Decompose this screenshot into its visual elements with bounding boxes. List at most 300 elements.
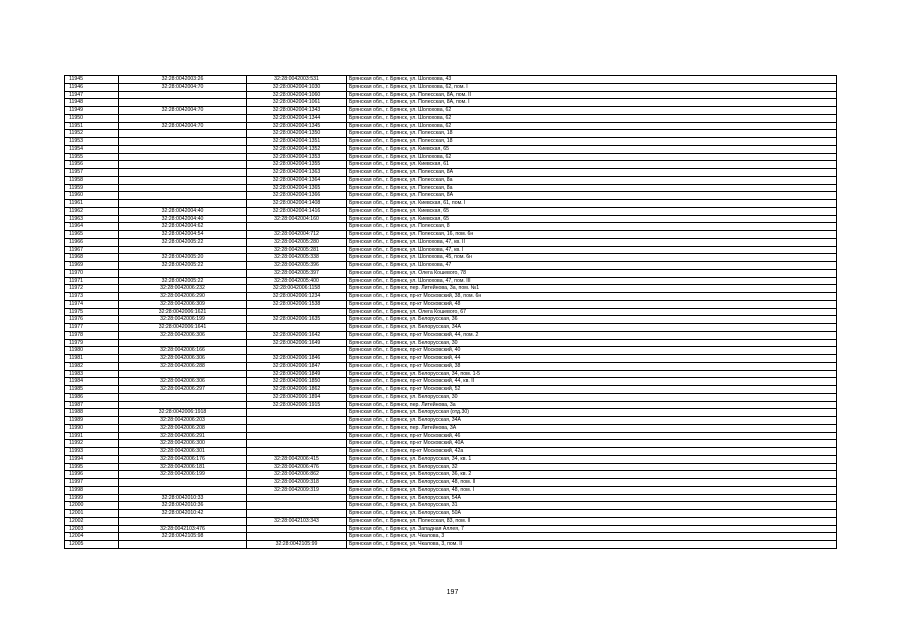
parcel-number-cell — [119, 91, 247, 99]
object-number-cell: 32:28:0042004:1351 — [247, 138, 347, 146]
table-row — [65, 238, 837, 246]
object-number-cell: 32:28:0042009:319 — [247, 486, 347, 494]
row-number-cell: 11978 — [65, 331, 119, 339]
object-number-cell: 32:28:0042004:1365 — [247, 184, 347, 192]
object-number-cell: 32:28:0042006:415 — [247, 455, 347, 463]
row-number-cell: 11973 — [65, 293, 119, 301]
address-cell: Брянская обл., г. Брянск, ул. Шолохова, 47 — [347, 262, 837, 270]
address-cell: Брянская обл., г. Брянск, ул. Полесская, 8А — [347, 192, 837, 200]
address-cell: Брянская обл., г. Брянск, пер. Литейнова, 3А — [347, 424, 837, 432]
table-row — [65, 107, 837, 115]
parcel-number-cell — [119, 269, 247, 277]
object-number-cell — [247, 494, 347, 502]
row-number-cell: 11946 — [65, 83, 119, 91]
object-number-cell: 32:28:0042004:1350 — [247, 130, 347, 138]
parcel-number-cell — [119, 246, 247, 254]
parcel-number-cell: 32:28:0042005:20 — [119, 254, 247, 262]
address-cell: Брянская обл., г. Брянск, ул. Белорусская, 34А — [347, 417, 837, 425]
address-cell: Брянская обл., г. Брянск, ул. Киевская, 65 — [347, 215, 837, 223]
row-number-cell: 11995 — [65, 463, 119, 471]
table-row — [65, 471, 837, 479]
object-number-cell: 32:28:0042005:281 — [247, 246, 347, 254]
row-number-cell: 11997 — [65, 479, 119, 487]
address-cell: Брянская обл., г. Брянск, ул. Полесская, 18 — [347, 130, 837, 138]
object-number-cell: 32:28:0042006:1862 — [247, 386, 347, 394]
object-number-cell: 32:28:0042006:862 — [247, 471, 347, 479]
object-number-cell — [247, 533, 347, 541]
table-row — [65, 169, 837, 177]
parcel-number-cell — [119, 161, 247, 169]
object-number-cell — [247, 502, 347, 510]
address-cell: Брянская обл., г. Брянск, пр-кт Московский, 42а — [347, 448, 837, 456]
parcel-number-cell — [119, 138, 247, 146]
address-cell: Брянская обл., г. Брянск, ул. Белорусская, 54А — [347, 494, 837, 502]
object-number-cell: 32:28:0042004:1030 — [247, 83, 347, 91]
row-number-cell: 11965 — [65, 231, 119, 239]
row-number-cell: 11956 — [65, 161, 119, 169]
row-number-cell: 11980 — [65, 347, 119, 355]
address-cell: Брянская обл., г. Брянск, ул. Олега Кошевого, 67 — [347, 308, 837, 316]
table-row — [65, 277, 837, 285]
table-row — [65, 479, 837, 487]
address-cell: Брянская обл., г. Брянск, ул. Белорусская, 50А — [347, 510, 837, 518]
table-row — [65, 231, 837, 239]
object-number-cell — [247, 424, 347, 432]
object-number-cell: 32:28:0042004:1353 — [247, 153, 347, 161]
object-number-cell — [247, 324, 347, 332]
row-number-cell: 11955 — [65, 153, 119, 161]
object-number-cell: 32:28:0042005:396 — [247, 262, 347, 270]
table-row — [65, 184, 837, 192]
address-cell: Брянская обл., г. Брянск, ул. Полесская, 8 — [347, 223, 837, 231]
row-number-cell: 11960 — [65, 192, 119, 200]
row-number-cell: 12001 — [65, 510, 119, 518]
page-number: 197 — [446, 589, 459, 596]
table-row — [65, 486, 837, 494]
row-number-cell: 11985 — [65, 386, 119, 394]
row-number-cell: 11990 — [65, 424, 119, 432]
parcel-number-cell: 32:28:0042006:309 — [119, 300, 247, 308]
object-number-cell: 32:28:0042006:1894 — [247, 393, 347, 401]
row-number-cell: 11950 — [65, 114, 119, 122]
table-row — [65, 432, 837, 440]
object-number-cell: 32:28:0042006:1538 — [247, 300, 347, 308]
parcel-number-cell: 32:28:0042006:1621 — [119, 308, 247, 316]
row-number-cell: 12005 — [65, 541, 119, 549]
object-number-cell — [247, 409, 347, 417]
address-cell: Брянская обл., г. Брянск, ул. Чкалова, 3 — [347, 533, 837, 541]
row-number-cell: 11971 — [65, 277, 119, 285]
address-cell: Брянская обл., г. Брянск, ул. Киевская, 61, пом. I — [347, 200, 837, 208]
parcel-number-cell — [119, 114, 247, 122]
parcel-number-cell: 32:28:0042006:203 — [119, 417, 247, 425]
row-number-cell: 11987 — [65, 401, 119, 409]
parcel-number-cell: 32:28:0042004:40 — [119, 215, 247, 223]
address-cell: Брянская обл., г. Брянск, пр-кт Московский, 44 — [347, 355, 837, 363]
object-number-cell: 32:28:0042006:1846 — [247, 355, 347, 363]
row-number-cell: 11982 — [65, 362, 119, 370]
row-number-cell: 11972 — [65, 285, 119, 293]
row-number-cell: 11998 — [65, 486, 119, 494]
address-cell: Брянская обл., г. Брянск, ул. Олега Кошевого, 78 — [347, 269, 837, 277]
parcel-number-cell: 32:28:0042006:176 — [119, 455, 247, 463]
object-number-cell: 32:28:0042006:1849 — [247, 370, 347, 378]
address-cell: Брянская обл., г. Брянск, ул. Белорусская, 31 — [347, 502, 837, 510]
object-number-cell — [247, 440, 347, 448]
row-number-cell: 11947 — [65, 91, 119, 99]
table-row — [65, 215, 837, 223]
parcel-number-cell: 32:28:0042006:199 — [119, 316, 247, 324]
address-cell: Брянская обл., г. Брянск, ул. Киевская, 65 — [347, 207, 837, 215]
row-number-cell: 11977 — [65, 324, 119, 332]
parcel-number-cell: 32:28:0042004:54 — [119, 231, 247, 239]
parcel-number-cell: 32:28:0042006:301 — [119, 448, 247, 456]
object-number-cell: 32:28:0042005:338 — [247, 254, 347, 262]
table-row — [65, 393, 837, 401]
row-number-cell: 11961 — [65, 200, 119, 208]
table-row — [65, 370, 837, 378]
address-cell: Брянская обл., г. Брянск, ул. Шолохова, 47, кв. II — [347, 238, 837, 246]
parcel-number-cell: 32:28:0042006:199 — [119, 471, 247, 479]
object-number-cell — [247, 223, 347, 231]
object-number-cell: 32:28:0042004:1061 — [247, 99, 347, 107]
row-number-cell: 11974 — [65, 300, 119, 308]
address-cell: Брянская обл., г. Брянск, ул. Шолохова, 62 — [347, 153, 837, 161]
parcel-number-cell — [119, 393, 247, 401]
row-number-cell: 11964 — [65, 223, 119, 231]
table-row — [65, 494, 837, 502]
parcel-number-cell: 32:28:0042004:70 — [119, 122, 247, 130]
object-number-cell: 32:28:0042005:280 — [247, 238, 347, 246]
parcel-number-cell — [119, 517, 247, 525]
parcel-number-cell: 32:28:0042006:166 — [119, 347, 247, 355]
address-cell: Брянская обл., г. Брянск, ул. Белорусская, 30 — [347, 339, 837, 347]
address-cell: Брянская обл., г. Брянск, пр-кт Московский, 52 — [347, 386, 837, 394]
object-number-cell: 32:28:0042004:1366 — [247, 192, 347, 200]
row-number-cell: 11993 — [65, 448, 119, 456]
object-number-cell: 32:28:0042006:1847 — [247, 362, 347, 370]
address-cell: Брянская обл., г. Брянск, ул. Белорусская, 48, пом. I — [347, 486, 837, 494]
object-number-cell: 32:28:0042006:1649 — [247, 339, 347, 347]
table-row — [65, 401, 837, 409]
address-cell: Брянская обл., г. Брянск, ул. Западная Аллея, 7 — [347, 525, 837, 533]
row-number-cell: 11958 — [65, 176, 119, 184]
object-number-cell: 32:28:0042004:1363 — [247, 169, 347, 177]
table-row — [65, 200, 837, 208]
address-cell: Брянская обл., г. Брянск, ул. Полесская, 8А, пом. I — [347, 99, 837, 107]
object-number-cell: 32:28:0042004:160 — [247, 215, 347, 223]
object-number-cell: 32:28:0042004:1355 — [247, 161, 347, 169]
table-row — [65, 130, 837, 138]
row-number-cell: 11989 — [65, 417, 119, 425]
row-number-cell: 11959 — [65, 184, 119, 192]
row-number-cell: 11962 — [65, 207, 119, 215]
table-row — [65, 308, 837, 316]
address-cell: Брянская обл., г. Брянск, ул. Полесская, 16, пом. 6н — [347, 231, 837, 239]
address-cell: Брянская обл., г. Брянск, пр-кт Московский, 48 — [347, 300, 837, 308]
parcel-number-cell — [119, 339, 247, 347]
table-row — [65, 246, 837, 254]
table-row — [65, 114, 837, 122]
parcel-number-cell: 32:28:0042103:476 — [119, 525, 247, 533]
object-number-cell — [247, 510, 347, 518]
parcel-number-cell — [119, 169, 247, 177]
parcel-number-cell — [119, 200, 247, 208]
row-number-cell: 11981 — [65, 355, 119, 363]
parcel-number-cell: 32:28:0042006:232 — [119, 285, 247, 293]
row-number-cell: 11948 — [65, 99, 119, 107]
address-cell: Брянская обл., г. Брянск, ул. Киевская, 61 — [347, 161, 837, 169]
row-number-cell: 11970 — [65, 269, 119, 277]
object-number-cell: 32:28:0042103:343 — [247, 517, 347, 525]
table-row — [65, 223, 837, 231]
parcel-number-cell: 32:28:0042006:181 — [119, 463, 247, 471]
object-number-cell — [247, 308, 347, 316]
object-number-cell — [247, 347, 347, 355]
parcel-number-cell: 32:28:0042006:306 — [119, 355, 247, 363]
parcel-number-cell: 32:28:0042005:22 — [119, 277, 247, 285]
row-number-cell: 11986 — [65, 393, 119, 401]
table-row — [65, 262, 837, 270]
address-cell: Брянская обл., г. Брянск, ул. Белорусская, 36, кв. 2 — [347, 471, 837, 479]
parcel-number-cell — [119, 479, 247, 487]
address-cell: Брянская обл., г. Брянск, ул. Шолохова, 45, пом. 6н — [347, 254, 837, 262]
row-number-cell: 11967 — [65, 246, 119, 254]
table-row — [65, 285, 837, 293]
table-row — [65, 417, 837, 425]
object-number-cell: 32:28:0042004:1408 — [247, 200, 347, 208]
parcel-number-cell — [119, 401, 247, 409]
table-row — [65, 510, 837, 518]
object-number-cell: 32:28:0042006:1850 — [247, 378, 347, 386]
table-row — [65, 347, 837, 355]
object-number-cell — [247, 417, 347, 425]
table-row — [65, 463, 837, 471]
table-row — [65, 409, 837, 417]
address-cell: Брянская обл., г. Брянск, ул. Полесская, 8а — [347, 176, 837, 184]
parcel-number-cell: 32:28:0042006:288 — [119, 362, 247, 370]
address-cell: Брянская обл., г. Брянск, пр-кт Московский, 38 — [347, 362, 837, 370]
parcel-number-cell: 32:28:0042006:300 — [119, 440, 247, 448]
object-number-cell: 32:28:0042004:1343 — [247, 107, 347, 115]
address-cell: Брянская обл., г. Брянск, ул. Шолохова, 43 — [347, 76, 837, 84]
table-row — [65, 316, 837, 324]
address-cell: Брянская обл., г. Брянск, ул. Белорусская, 34, кв. 1 — [347, 455, 837, 463]
object-number-cell: 32:28:0042004:1344 — [247, 114, 347, 122]
parcel-number-cell: 32:28:0042005:22 — [119, 238, 247, 246]
row-number-cell: 11969 — [65, 262, 119, 270]
parcel-number-cell — [119, 130, 247, 138]
parcel-number-cell: 32:28:0042003:26 — [119, 76, 247, 84]
row-number-cell: 11991 — [65, 432, 119, 440]
address-cell: Брянская обл., г. Брянск, ул. Полесская, 83, пом. II — [347, 517, 837, 525]
address-cell: Брянская обл., г. Брянск, пер. Литейнова, 3а — [347, 401, 837, 409]
data-table — [64, 75, 837, 549]
table-row — [65, 153, 837, 161]
object-number-cell: 32:28:0042105:99 — [247, 541, 347, 549]
row-number-cell: 11963 — [65, 215, 119, 223]
parcel-number-cell: 32:28:0042006:208 — [119, 424, 247, 432]
table-row — [65, 192, 837, 200]
parcel-number-cell: 32:28:0042105:98 — [119, 533, 247, 541]
address-cell: Брянская обл., г. Брянск, ул. Шолохова, 47, пом. III — [347, 277, 837, 285]
table-row — [65, 254, 837, 262]
object-number-cell — [247, 525, 347, 533]
row-number-cell: 11988 — [65, 409, 119, 417]
object-number-cell: 32:28:0042006:1635 — [247, 316, 347, 324]
table-row — [65, 176, 837, 184]
parcel-number-cell: 32:28:0042010:42 — [119, 510, 247, 518]
object-number-cell: 32:28:0042006:1642 — [247, 331, 347, 339]
table-row — [65, 138, 837, 146]
parcel-number-cell — [119, 99, 247, 107]
row-number-cell: 11983 — [65, 370, 119, 378]
address-cell: Брянская обл., г. Брянск, ул. Шолохова, 62 — [347, 122, 837, 130]
table-row — [65, 440, 837, 448]
row-number-cell: 11984 — [65, 378, 119, 386]
row-number-cell: 12003 — [65, 525, 119, 533]
row-number-cell: 11945 — [65, 76, 119, 84]
object-number-cell — [247, 448, 347, 456]
object-number-cell: 32:28:0042006:1915 — [247, 401, 347, 409]
parcel-number-cell: 32:28:0042004:40 — [119, 207, 247, 215]
object-number-cell: 32:28:0042005:400 — [247, 277, 347, 285]
address-cell: Брянская обл., г. Брянск, ул. Полесская, 8а — [347, 184, 837, 192]
address-cell: Брянская обл., г. Брянск, ул. Шолохова, 62 — [347, 107, 837, 115]
row-number-cell: 11952 — [65, 130, 119, 138]
row-number-cell: 11976 — [65, 316, 119, 324]
parcel-number-cell — [119, 145, 247, 153]
table-body — [65, 76, 837, 549]
parcel-number-cell: 32:28:0042004:62 — [119, 223, 247, 231]
parcel-number-cell: 32:28:0042006:290 — [119, 293, 247, 301]
parcel-number-cell: 32:28:0042004:70 — [119, 83, 247, 91]
table-row — [65, 122, 837, 130]
table-row — [65, 355, 837, 363]
parcel-number-cell — [119, 192, 247, 200]
row-number-cell: 11966 — [65, 238, 119, 246]
address-cell: Брянская обл., г. Брянск, ул. Белорусская, 34А — [347, 324, 837, 332]
address-cell: Брянская обл., г. Брянск, пр-кт Московский, 38, пом. 6н — [347, 293, 837, 301]
object-number-cell: 32:28:0042006:476 — [247, 463, 347, 471]
address-cell: Брянская обл., г. Брянск, ул. Белорусская, 30 — [347, 393, 837, 401]
address-cell: Брянская обл., г. Брянск, ул. Чкалова, 3, пом. II — [347, 541, 837, 549]
parcel-number-cell: 32:28:0042006:297 — [119, 386, 247, 394]
object-number-cell: 32:28:0042004:1060 — [247, 91, 347, 99]
object-number-cell: 32:28:0042004:1364 — [247, 176, 347, 184]
table-row — [65, 525, 837, 533]
parcel-number-cell — [119, 541, 247, 549]
object-number-cell: 32:28:0042003:531 — [247, 76, 347, 84]
parcel-number-cell: 32:28:0042006:306 — [119, 331, 247, 339]
table-row — [65, 293, 837, 301]
table-row — [65, 339, 837, 347]
address-cell: Брянская обл., г. Брянск, пер. Литейнова, 3а, пом. №1 — [347, 285, 837, 293]
address-cell: Брянская обл., г. Брянск, ул. Киевская, 65 — [347, 145, 837, 153]
address-cell: Брянская обл., г. Брянск, пр-кт Московский, 44, пом. 2 — [347, 331, 837, 339]
address-cell: Брянская обл., г. Брянск, ул. Полесская, 8А — [347, 169, 837, 177]
row-number-cell: 11992 — [65, 440, 119, 448]
parcel-number-cell: 32:28:0042006:306 — [119, 378, 247, 386]
parcel-number-cell: 32:28:0042006:1918 — [119, 409, 247, 417]
address-cell: Брянская обл., г. Брянск, ул. Полесская, 8А, пом. II — [347, 91, 837, 99]
table-row — [65, 386, 837, 394]
parcel-number-cell: 32:28:0042010:36 — [119, 502, 247, 510]
table-row — [65, 269, 837, 277]
parcel-number-cell — [119, 486, 247, 494]
row-number-cell: 11975 — [65, 308, 119, 316]
address-cell: Брянская обл., г. Брянск, пр-кт Московский, 44, кв. II — [347, 378, 837, 386]
table-row — [65, 378, 837, 386]
table-row — [65, 99, 837, 107]
table-row — [65, 331, 837, 339]
address-cell: Брянская обл., г. Брянск, пр-кт Московский, 40А — [347, 440, 837, 448]
object-number-cell: 32:28:0042004:1352 — [247, 145, 347, 153]
row-number-cell: 11994 — [65, 455, 119, 463]
object-number-cell: 32:28:0042005:397 — [247, 269, 347, 277]
table-row — [65, 83, 837, 91]
address-cell: Брянская обл., г. Брянск, ул. Полесская, 18 — [347, 138, 837, 146]
parcel-number-cell: 32:28:0042006:1641 — [119, 324, 247, 332]
address-cell: Брянская обл., г. Брянск, ул. Шолохова, 62 — [347, 114, 837, 122]
table-row — [65, 91, 837, 99]
table-row — [65, 145, 837, 153]
table-row — [65, 362, 837, 370]
table-row — [65, 517, 837, 525]
address-cell: Брянская обл., г. Брянск, ул. Белорусская, 34, пом. 1-5 — [347, 370, 837, 378]
row-number-cell: 11968 — [65, 254, 119, 262]
row-number-cell: 12002 — [65, 517, 119, 525]
row-number-cell: 11996 — [65, 471, 119, 479]
parcel-number-cell — [119, 176, 247, 184]
table-row — [65, 541, 837, 549]
parcel-number-cell: 32:28:0042004:70 — [119, 107, 247, 115]
object-number-cell: 32:28:0042006:1234 — [247, 293, 347, 301]
parcel-number-cell: 32:28:0042005:22 — [119, 262, 247, 270]
row-number-cell: 12000 — [65, 502, 119, 510]
parcel-number-cell — [119, 184, 247, 192]
parcel-number-cell — [119, 153, 247, 161]
parcel-number-cell: 32:28:0042010:33 — [119, 494, 247, 502]
table-row — [65, 533, 837, 541]
address-cell: Брянская обл., г. Брянск, ул. Белорусская, 32 — [347, 463, 837, 471]
address-cell: Брянская обл., г. Брянск, пр-кт Московский, 46 — [347, 432, 837, 440]
table-row — [65, 300, 837, 308]
object-number-cell: 32:28:0042004:1345 — [247, 122, 347, 130]
table-row — [65, 161, 837, 169]
row-number-cell: 11951 — [65, 122, 119, 130]
table-row — [65, 448, 837, 456]
parcel-number-cell — [119, 370, 247, 378]
address-cell: Брянская обл., г. Брянск, ул. Шолохова, 62, пом. I — [347, 83, 837, 91]
object-number-cell: 32:28:0042006:1158 — [247, 285, 347, 293]
row-number-cell: 11979 — [65, 339, 119, 347]
address-cell: Брянская обл., г. Брянск, ул. Белорусская, 36 — [347, 316, 837, 324]
row-number-cell: 11957 — [65, 169, 119, 177]
object-number-cell: 32:28:0042004:1416 — [247, 207, 347, 215]
address-cell: Брянская обл., г. Брянск, ул. Шолохова, 47, кв. I — [347, 246, 837, 254]
row-number-cell: 11999 — [65, 494, 119, 502]
parcel-number-cell: 32:28:0042006:291 — [119, 432, 247, 440]
row-number-cell: 11953 — [65, 138, 119, 146]
table-row — [65, 502, 837, 510]
table-row — [65, 455, 837, 463]
row-number-cell: 11949 — [65, 107, 119, 115]
table-row — [65, 324, 837, 332]
row-number-cell: 11954 — [65, 145, 119, 153]
object-number-cell: 32:28:0042009:318 — [247, 479, 347, 487]
table-row — [65, 424, 837, 432]
